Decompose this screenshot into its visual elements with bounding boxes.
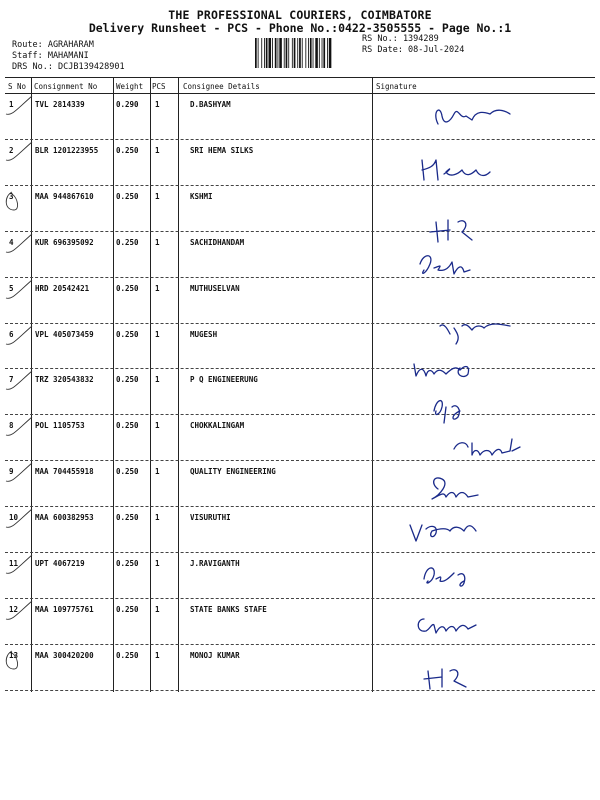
row-serial-number: 13 xyxy=(9,650,19,660)
row-pieces: 1 xyxy=(155,145,160,155)
delivery-tick-mark xyxy=(2,369,42,399)
recipient-signature xyxy=(380,601,595,641)
recipient-signature xyxy=(380,387,595,427)
row-consignee: CHOKKALINGAM xyxy=(190,421,245,431)
delivery-tick-mark xyxy=(2,186,42,216)
row-separator xyxy=(5,644,595,645)
rs-date: RS Date: 08-Jul-2024 xyxy=(362,45,465,55)
row-weight: 0.250 xyxy=(116,467,139,477)
delivery-tick-mark xyxy=(2,94,42,124)
delivery-tick-mark xyxy=(2,599,42,629)
recipient-signature xyxy=(380,148,595,188)
row-consignment-number: MAA 600382953 xyxy=(35,513,94,523)
row-consignee: MUGESH xyxy=(190,329,218,339)
row-consignee: J.RAVIGANTH xyxy=(190,559,240,568)
row-consignee: STATE BANKS STAFE xyxy=(190,604,267,614)
row-consignment-number: BLR 1201223955 xyxy=(35,145,99,155)
row-consignment-number: TVL 2814339 xyxy=(35,100,85,109)
col-divider xyxy=(150,77,151,692)
row-weight: 0.290 xyxy=(116,100,139,109)
col-header-weight: Weight xyxy=(116,82,144,91)
route-label: Route: AGRAHARAM xyxy=(12,40,94,50)
row-serial-number: 8 xyxy=(9,421,14,431)
recipient-signature xyxy=(380,655,595,695)
company-title: THE PROFESSIONAL COURIERS, COIMBATORE xyxy=(168,8,432,22)
recipient-signature xyxy=(380,507,595,547)
row-consignee: KSHMI xyxy=(190,191,213,201)
row-consignee: P Q ENGINEERUNG xyxy=(190,375,258,385)
recipient-signature xyxy=(380,244,595,284)
row-serial-number: 12 xyxy=(9,604,19,614)
col-header-sno: S No xyxy=(8,82,27,91)
row-consignment-number: KUR 696395092 xyxy=(35,237,94,247)
recipient-signature xyxy=(380,344,595,384)
col-header-signature: Signature xyxy=(376,82,417,91)
row-consignee: VISURUTHI xyxy=(190,513,231,523)
row-consignee: MONOJ KUMAR xyxy=(190,650,240,660)
row-weight: 0.250 xyxy=(116,559,139,568)
row-consignment-number: MAA 300420200 xyxy=(35,650,94,660)
delivery-tick-mark xyxy=(2,232,42,262)
barcode-image xyxy=(255,38,355,68)
delivery-tick-mark xyxy=(2,645,42,675)
row-weight: 0.250 xyxy=(116,650,139,660)
row-pieces: 1 xyxy=(155,375,160,385)
row-separator xyxy=(5,598,595,599)
recipient-signature xyxy=(380,102,595,142)
delivery-tick-mark xyxy=(2,278,42,308)
row-serial-number: 3 xyxy=(9,191,14,201)
runsheet-subtitle: Delivery Runsheet - PCS - Phone No.:0422-3505555 - Page No.:1 xyxy=(88,21,512,35)
col-divider xyxy=(178,77,179,692)
delivery-tick-mark xyxy=(2,324,42,354)
row-consignment-number: POL 1105753 xyxy=(35,421,85,431)
row-serial-number: 2 xyxy=(9,145,14,155)
row-separator xyxy=(5,552,595,553)
row-weight: 0.250 xyxy=(116,604,139,614)
col-divider xyxy=(113,77,114,692)
row-weight: 0.250 xyxy=(116,513,139,523)
row-pieces: 1 xyxy=(155,650,160,660)
row-serial-number: 7 xyxy=(9,375,14,385)
row-consignee: SRI HEMA SILKS xyxy=(190,145,254,155)
row-serial-number: 11 xyxy=(9,559,19,568)
row-consignee: MUTHUSELVAN xyxy=(190,283,240,293)
recipient-signature xyxy=(380,427,595,467)
table-top-border xyxy=(5,77,595,78)
delivery-tick-mark xyxy=(2,415,42,445)
row-consignee: SACHIDHANDAM xyxy=(190,237,245,247)
table-header-border xyxy=(5,93,595,94)
recipient-signature xyxy=(380,467,595,507)
row-consignment-number: MAA 109775761 xyxy=(35,604,94,614)
recipient-signature xyxy=(380,555,595,595)
row-serial-number: 10 xyxy=(9,513,19,523)
row-consignee: QUALITY ENGINEERING xyxy=(190,467,276,477)
row-pieces: 1 xyxy=(155,559,160,568)
row-serial-number: 4 xyxy=(9,237,14,247)
row-weight: 0.250 xyxy=(116,283,139,293)
row-weight: 0.250 xyxy=(116,145,139,155)
delivery-tick-mark xyxy=(2,553,42,583)
row-weight: 0.250 xyxy=(116,329,139,339)
row-pieces: 1 xyxy=(155,191,160,201)
row-consignment-number: MAA 944867610 xyxy=(35,191,94,201)
delivery-tick-mark xyxy=(2,507,42,537)
row-serial-number: 6 xyxy=(9,329,14,339)
row-pieces: 1 xyxy=(155,329,160,339)
row-consignment-number: UPT 4067219 xyxy=(35,559,85,568)
col-header-consignment: Consignment No xyxy=(34,82,98,91)
delivery-tick-mark xyxy=(2,140,42,170)
row-weight: 0.250 xyxy=(116,421,139,431)
row-consignment-number: TRZ 320543832 xyxy=(35,375,94,385)
row-pieces: 1 xyxy=(155,604,160,614)
row-pieces: 1 xyxy=(155,513,160,523)
staff-label: Staff: MAHAMANI xyxy=(12,51,89,61)
row-pieces: 1 xyxy=(155,283,160,293)
row-serial-number: 5 xyxy=(9,283,14,293)
recipient-signature xyxy=(380,306,595,346)
row-weight: 0.250 xyxy=(116,375,139,385)
row-serial-number: 9 xyxy=(9,467,14,477)
row-pieces: 1 xyxy=(155,100,160,109)
rs-number: RS No.: 1394289 xyxy=(362,34,439,44)
col-header-pcs: PCS xyxy=(152,82,166,91)
col-header-consignee: Consignee Details xyxy=(183,82,260,91)
row-consignment-number: VPL 405073459 xyxy=(35,329,94,339)
recipient-signature xyxy=(380,208,595,248)
row-pieces: 1 xyxy=(155,237,160,247)
row-consignee: D.BASHYAM xyxy=(190,100,231,109)
row-weight: 0.250 xyxy=(116,191,139,201)
row-pieces: 1 xyxy=(155,421,160,431)
row-serial-number: 1 xyxy=(9,100,14,109)
col-divider xyxy=(372,77,373,692)
row-consignment-number: MAA 704455918 xyxy=(35,467,94,477)
row-consignment-number: HRD 20542421 xyxy=(35,283,90,293)
drs-number: DRS No.: DCJB139428901 xyxy=(12,62,125,72)
row-pieces: 1 xyxy=(155,467,160,477)
delivery-tick-mark xyxy=(2,461,42,491)
row-weight: 0.250 xyxy=(116,237,139,247)
